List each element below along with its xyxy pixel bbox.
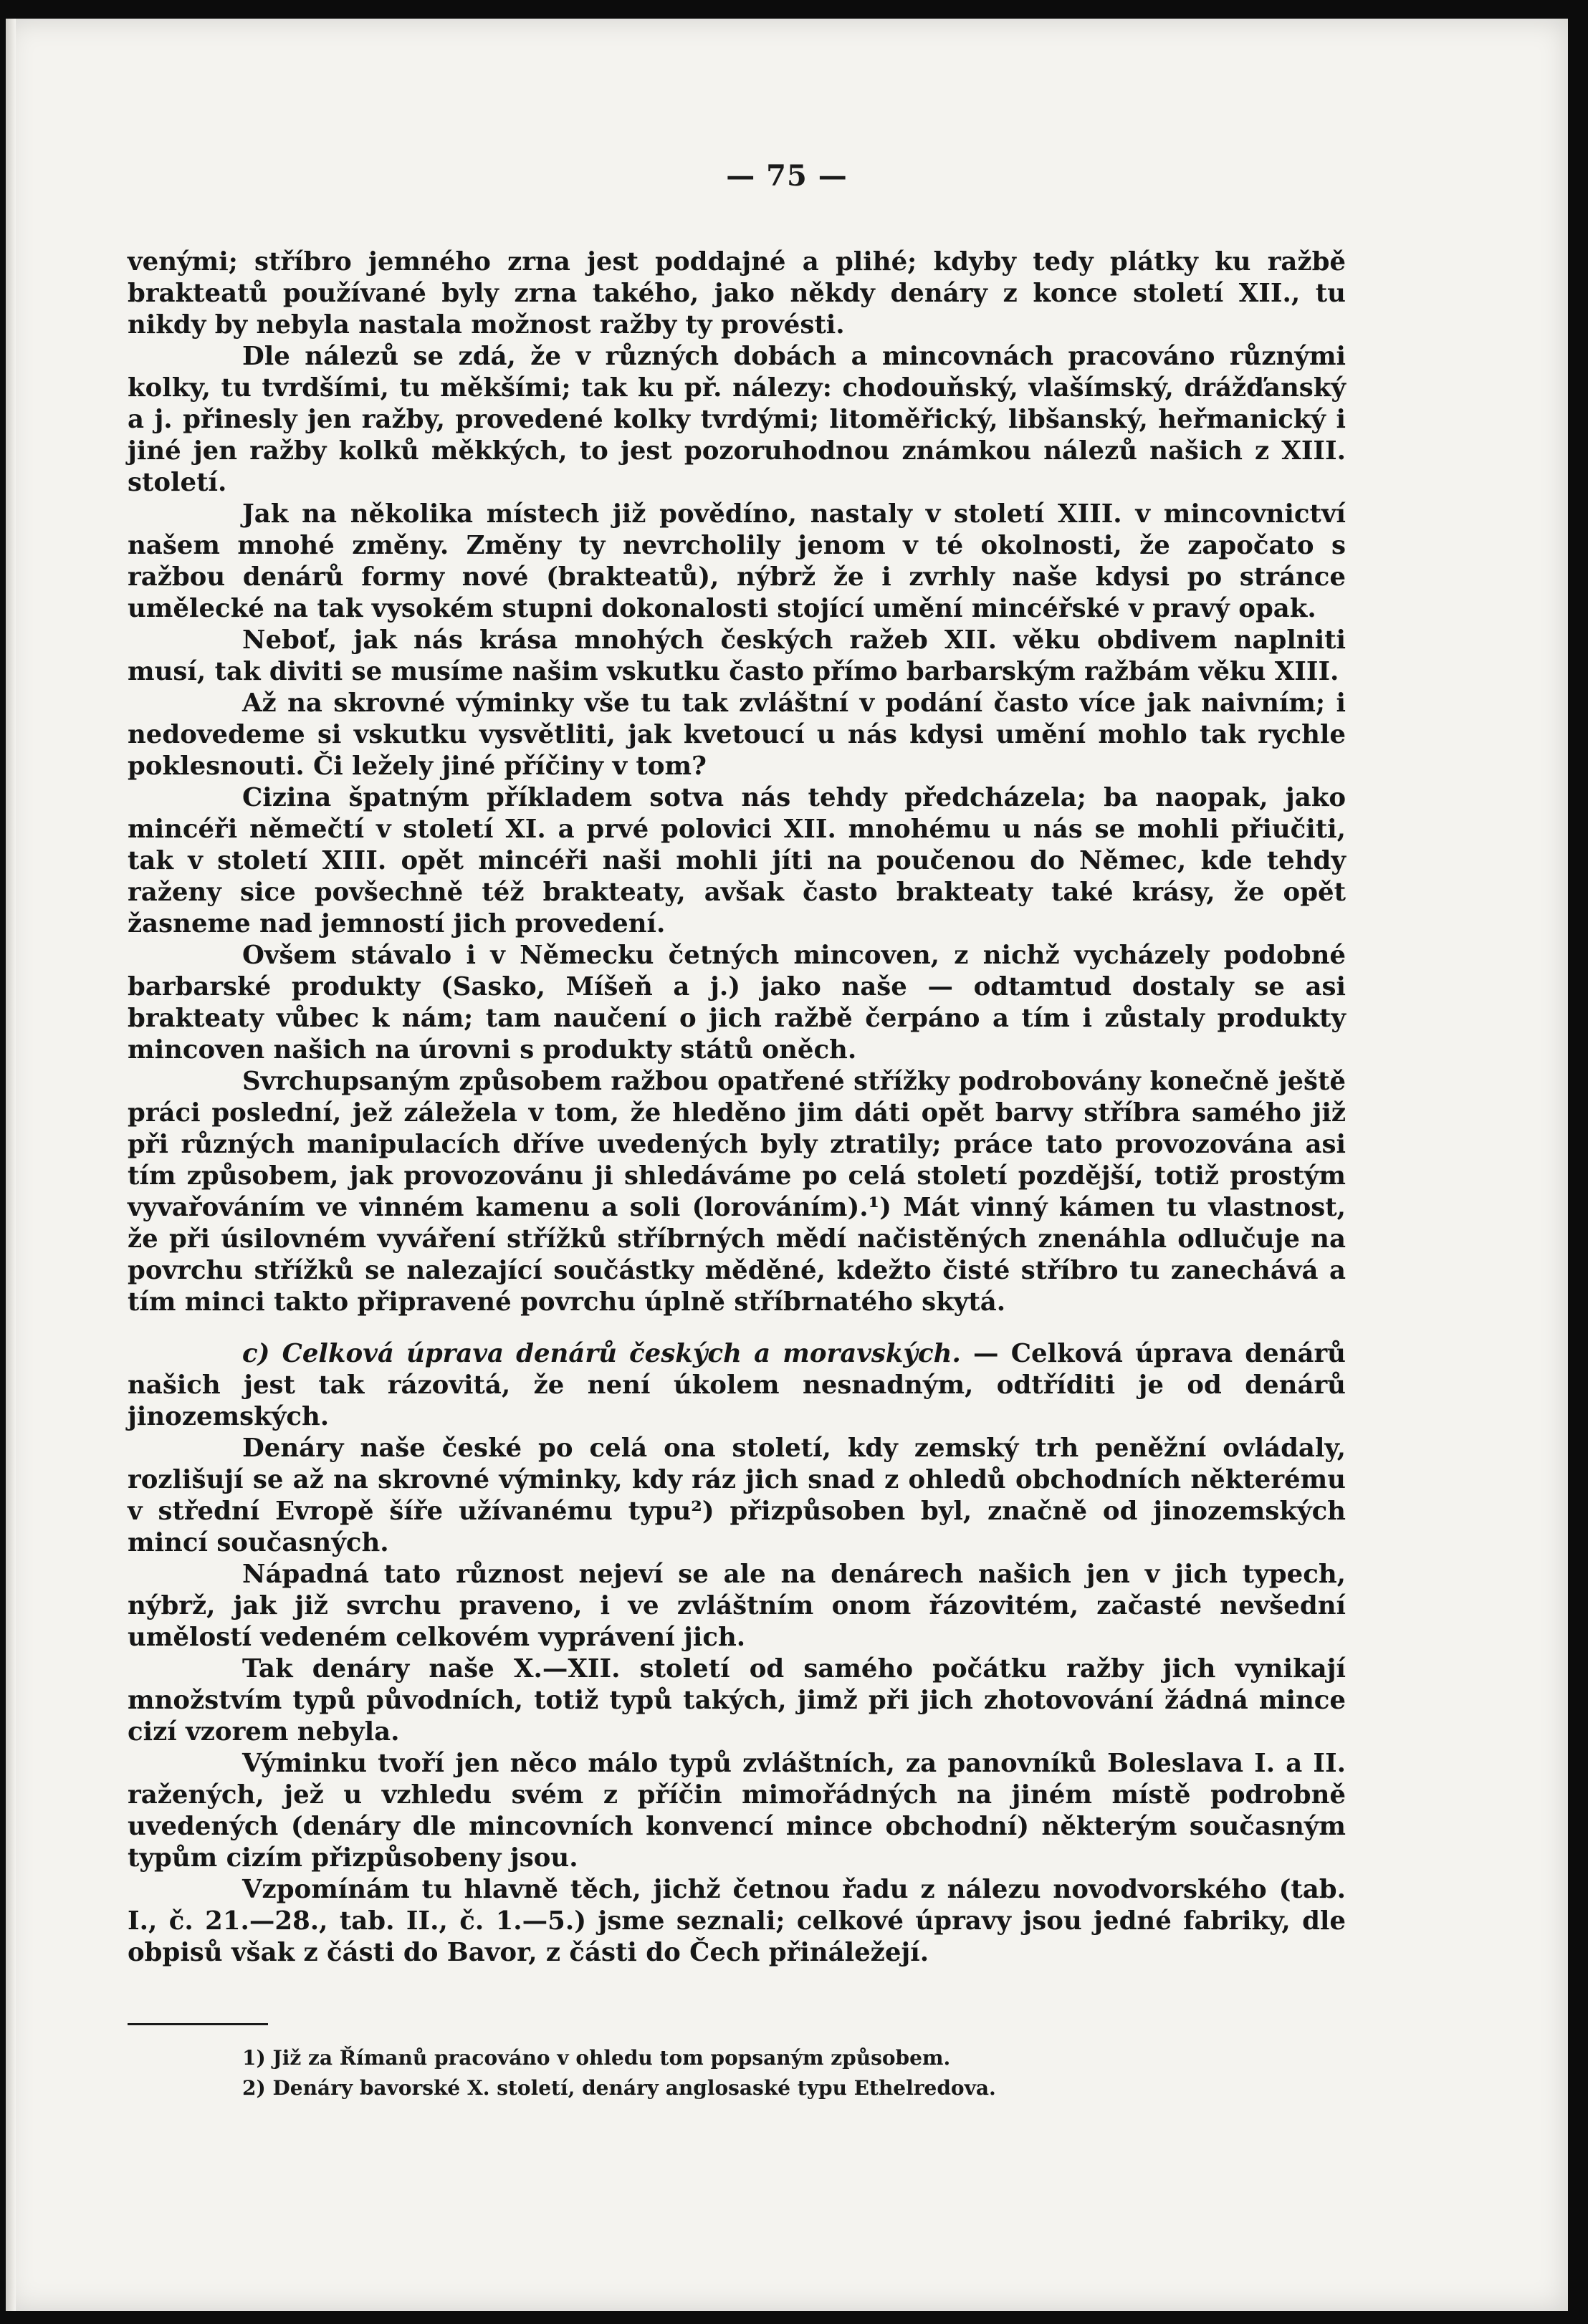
paragraph: Výminku tvoří jen něco málo typů zvláštních, za panovníků Boleslava I. a II. ražených, jež u vzhledu svém z příčin mimořádných na jiném místě podrobně uvedených (denáry dle mincovních konvencí mince obchodní) některým současným typům cizím přizpůsobeny jsou.: [128, 1749, 1346, 1873]
paragraph: Tak denáry naše X.—XII. století od samého počátku ražby jich vynikají množstvím typů původních, totiž typů takých, jimž při jich zhotovování žádná mince cizí vzorem nebyla.: [128, 1654, 1346, 1747]
paragraph: Neboť, jak nás krása mnohých českých ražeb XII. věku obdivem naplniti musí, tak diviti se musíme našim vskutku často přímo barbarským ražbám věku XIII.: [128, 625, 1346, 686]
footnotes: [242, 2043, 1245, 2103]
paragraph: Jak na několika místech již povědíno, nastaly v století XIII. v mincovnictví našem mnohé změny. Změny ty nevrcholily jenom v té okolnosti, že započato s ražbou denárů formy nové (brakteatů), nýbrž že i zvrhly naše kdysi po stránce umělecké na tak vysokém stupni dokonalosti stojící umění mincéřské v pravý opak.: [128, 499, 1346, 623]
paragraph: Až na skrovné výminky vše tu tak zvláštní v podání často více jak naivním; i nedovedeme si vskutku vysvětliti, jak kvetoucí u nás kdysi umění mohlo tak rychle poklesnouti. Či ležely jiné příčiny v tom?: [128, 688, 1346, 781]
section-heading: c) Celková úprava denárů českých a moravských.: [242, 1339, 961, 1368]
page-body: [128, 246, 1346, 1969]
paragraph: Dle nálezů se zdá, že v různých dobách a mincovnách pracováno různými kolky, tu tvrdšími, tu měkšími; tak ku př. nálezy: chodouňský, vlašímský, drážďanský a j. přinesly jen ražby, provedené kolky tvrdými; litoměřický, libšanský, heřmanický i jiné jen ražby kolků měkkých, to jest pozoruhodnou známkou nálezů našich z XIII. století.: [128, 342, 1346, 497]
section-heading-continuation: — Celková úprava denárů našich jest tak rázovitá, že není úkolem nesnadným, odtříditi je od denárů jinozemských.: [128, 1339, 1346, 1431]
footnote: 1) Již za Římanů pracováno v ohledu tom popsaným způsobem.: [242, 2046, 951, 2070]
paragraph: venými; stříbro jemného zrna jest poddajné a plihé; kdyby tedy plátky ku ražbě brakteatů používané byly zrna takého, jako někdy denáry z konce století XII., tu nikdy by nebyla nastala možnost ražby ty provésti.: [128, 247, 1346, 340]
page-number: — 75 —: [726, 159, 848, 193]
paragraph: Denáry naše české po celá ona století, kdy zemský trh peněžní ovládaly, rozlišují se až na skrovné výminky, kdy ráz jich snad z ohledů obchodních některému v střední Evropě šíře užívanému typu²) přizpůsoben byl, značně od jinozemských mincí současných.: [128, 1434, 1346, 1557]
page-edge: [6, 19, 16, 2311]
section-paragraph: [128, 1338, 1346, 1433]
paragraph: Nápadná tato různost nejeví se ale na denárech našich jen v jich typech, nýbrž, jak již svrchu praveno, i ve zvláštním onom řázovitém, začasté nevšední umělostí vedeném celkovém vyprávení jich.: [128, 1560, 1346, 1652]
paragraph: Ovšem stávalo i v Německu četných mincoven, z nichž vycházely podobné barbarské produkty (Sasko, Míšeň a j.) jako naše — odtamtud dostaly se asi brakteaty vůbec k nám; tam naučení o jich ražbě čerpáno a tím i zůstaly produkty mincoven našich na úrovni s produkty států oněch.: [128, 941, 1346, 1065]
paragraph: Vzpomínám tu hlavně těch, jichž četnou řadu z nálezu novodvorského (tab. I., č. 21.—28., tab. II., č. 1.—5.) jsme seznali; celkové úpravy jsou jedné fabriky, dle obpisů však z části do Bavor, z části do Čech přináležejí.: [128, 1875, 1346, 1967]
footnote: 2) Denáry bavorské X. století, denáry anglosaské typu Ethelredova.: [242, 2076, 996, 2100]
paragraph: Cizina špatným příkladem sotva nás tehdy předcházela; ba naopak, jako mincéři němečtí v století XI. a prvé polovici XII. mnohému u nás se mohli přiučiti, tak v století XIII. opět mincéři naši mohli jíti na poučenou do Němec, kde tehdy raženy sice povšechně též brakteaty, avšak často brakteaty také krásy, že opět žasneme nad jemností jich provedení.: [128, 783, 1346, 938]
footnote-divider: [128, 2023, 268, 2025]
paragraph: Svrchupsaným způsobem ražbou opatřené střížky podrobovány konečně ještě práci poslední, jež záležela v tom, že hleděno jim dáti opět barvy stříbra samého již při různých manipulacích dříve uvedených byly ztratily; práce tato provozována asi tím způsobem, jak provozovánu ji shledáváme po celá století pozdější, totiž prostým vyvařováním ve vinném kamenu a soli (lorováním).¹) Mát vinný kámen tu vlastnost, že při úsilovném vyváření střížků stříbrných mědí načistěných znenáhla odlučuje na povrchu střížků se nalezající součástky měděné, kdežto čisté stříbro tu zanechává a tím minci takto připravené povrchu úplně stříbrnatého skytá.: [128, 1067, 1346, 1317]
document-page: [6, 19, 1568, 2311]
